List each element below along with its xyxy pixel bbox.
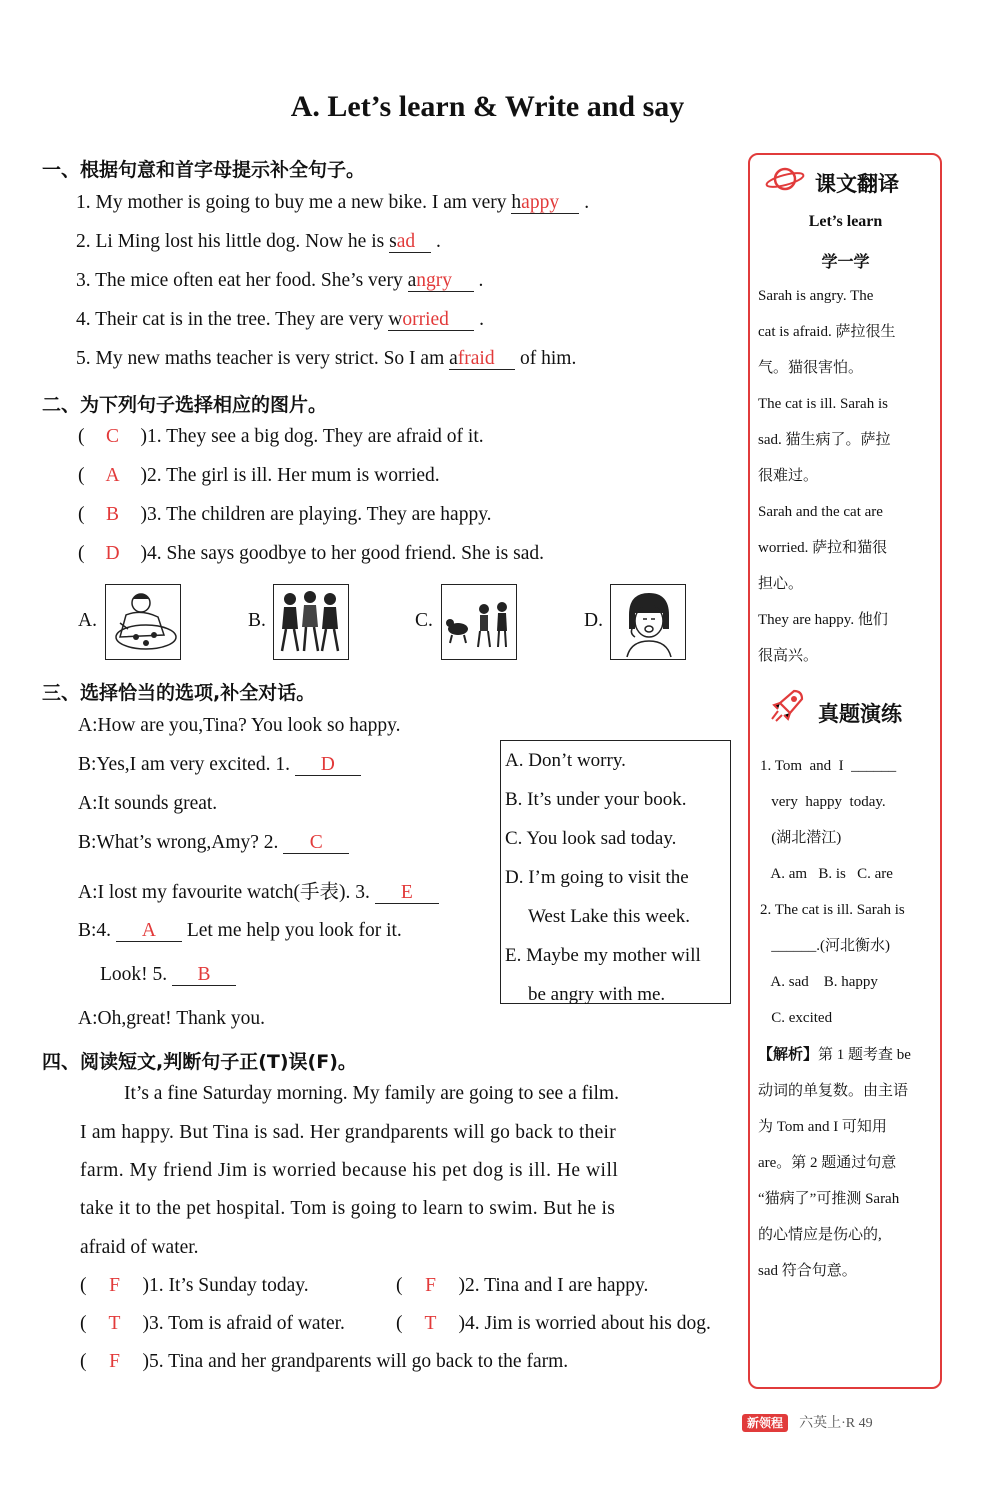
pic-label-a: A.	[78, 610, 97, 631]
answer: orried	[402, 309, 449, 330]
s4-item-3: ( T )3. Tom is afraid of water.	[80, 1313, 345, 1334]
s4-item-2: ( F )2. Tina and I are happy.	[396, 1275, 649, 1296]
s2-item-1: ( C )1. They see a big dog. They are afraid of it.	[78, 426, 484, 447]
options-box	[500, 740, 731, 1004]
passage-line-3: farm. My friend Jim is worried because his pet dog is ill. He will	[80, 1160, 619, 1181]
picture-children-playing	[273, 584, 349, 660]
passage-line-5: afraid of water.	[80, 1237, 199, 1258]
footer-brand: 新领程	[742, 1414, 788, 1432]
analysis: 【解析】第 1 题考查 be 动词的单复数。由主语 为 Tom and I 可知用 are。第 2 题通过句意 “猫病了”可推测 Sarah 的心情应是伤心的, sad 符合句意。	[758, 1045, 911, 1279]
dialog-line-5: A:I lost my favourite watch(手表). 3. E	[78, 876, 439, 904]
page-number: 六英上·R 49	[799, 1416, 873, 1431]
answer: appy	[521, 192, 560, 213]
pic-label-c: C.	[415, 610, 433, 631]
dialog-line-7: Look! 5. B	[100, 964, 236, 986]
dialog-line-4: B:What’s wrong,Amy? 2. C	[78, 832, 349, 854]
section-1-heading: 一、根据句意和首字母提示补全句子。	[42, 159, 366, 181]
analysis-tag: 【解析】	[758, 1045, 819, 1063]
passage-line-2: I am happy. But Tina is sad. Her grandparents will go back to their	[80, 1122, 616, 1143]
answer: fraid	[457, 348, 495, 369]
side-translation: Sarah is angry. The cat is afraid. 萨拉很生 气。猫很害怕。 The cat is ill. Sarah is sad. 猫生病了。萨拉 很难过。 Sarah and the cat are worried. 萨拉和猫很 担心。 They are happy. 他们 很高兴。	[758, 288, 896, 664]
section-3-heading: 三、选择恰当的选项,补全对话。	[42, 682, 316, 704]
passage-line-4: take it to the pet hospital. Tom is going to learn to swim. But he is	[80, 1198, 616, 1219]
option-e-cont: be angry with me.	[528, 984, 666, 1005]
dialog-line-2: B:Yes,I am very excited. 1. D	[78, 754, 361, 776]
option-b: B. It’s under your book.	[505, 789, 687, 810]
page-title: A. Let’s learn & Write and say	[290, 90, 685, 123]
answer: ad	[396, 231, 416, 252]
exam-questions: 1. Tom and I ______ very happy today. (湖北潜江) A. am B. is C. are 2. The cat is ill. Sarah is ______.(河北衡水) A. sad B. happy C. excited	[760, 758, 905, 1026]
s4-item-4: ( T )4. Jim is worried about his dog.	[396, 1313, 711, 1334]
dialog-line-3: A:It sounds great.	[78, 793, 218, 814]
s2-item-4: ( D )4. She says goodbye to her good friend. She is sad.	[78, 543, 544, 564]
s1-item-1: 1. My mother is going to buy me a new bike. I am very happy .	[76, 192, 590, 213]
dialog-line-6: B:4. A Let me help you look for it.	[78, 920, 402, 941]
option-c: C. You look sad today.	[505, 828, 677, 849]
section-4-heading: 四、阅读短文,判断句子正(T)误(F)。	[42, 1051, 357, 1073]
side-heading-exam: 真题演练	[818, 702, 902, 726]
s1-item-5: 5. My new maths teacher is very strict. So I am afraid of him.	[76, 348, 577, 369]
s4-item-5: ( F )5. Tina and her grandparents will go back to the farm.	[80, 1351, 569, 1372]
s1-item-2: 2. Li Ming lost his little dog. Now he is sad .	[76, 231, 441, 252]
s2-item-2: ( A )2. The girl is ill. Her mum is worried.	[78, 465, 440, 486]
picture-dog-scaring-kids	[441, 584, 517, 660]
passage-line-1: It’s a fine Saturday morning. My family are going to see a film.	[124, 1083, 619, 1104]
s2-item-3: ( B )3. The children are playing. They are happy.	[78, 504, 492, 525]
dialog-line-1: A:How are you,Tina? You look so happy.	[78, 715, 401, 736]
picture-sick-girl	[105, 584, 181, 660]
option-d: D. I’m going to visit the	[505, 867, 689, 888]
option-a: A. Don’t worry.	[505, 750, 626, 771]
side-sub-lets-learn: Let’s learn	[808, 213, 883, 230]
footer	[742, 1412, 873, 1432]
side-heading-translation: 课文翻译	[815, 172, 899, 196]
option-e: E. Maybe my mother will	[505, 945, 701, 966]
pic-label-b: B.	[248, 610, 266, 631]
dialog-line-8: A:Oh,great! Thank you.	[78, 1008, 266, 1029]
s1-item-3: 3. The mice often eat her food. She’s very angry .	[76, 270, 484, 291]
picture-sad-girl	[610, 584, 686, 660]
s1-item-4: 4. Their cat is in the tree. They are very worried .	[76, 309, 484, 330]
answer: ngry	[416, 270, 452, 291]
section-2-heading: 二、为下列句子选择相应的图片。	[42, 394, 328, 416]
s4-item-1: ( F )1. It’s Sunday today.	[80, 1275, 309, 1296]
option-d-cont: West Lake this week.	[528, 906, 691, 927]
rocket-icon	[768, 685, 808, 729]
side-sub-learn: 学一学	[821, 252, 870, 271]
pic-label-d: D.	[584, 610, 603, 631]
planet-icon	[764, 164, 806, 198]
